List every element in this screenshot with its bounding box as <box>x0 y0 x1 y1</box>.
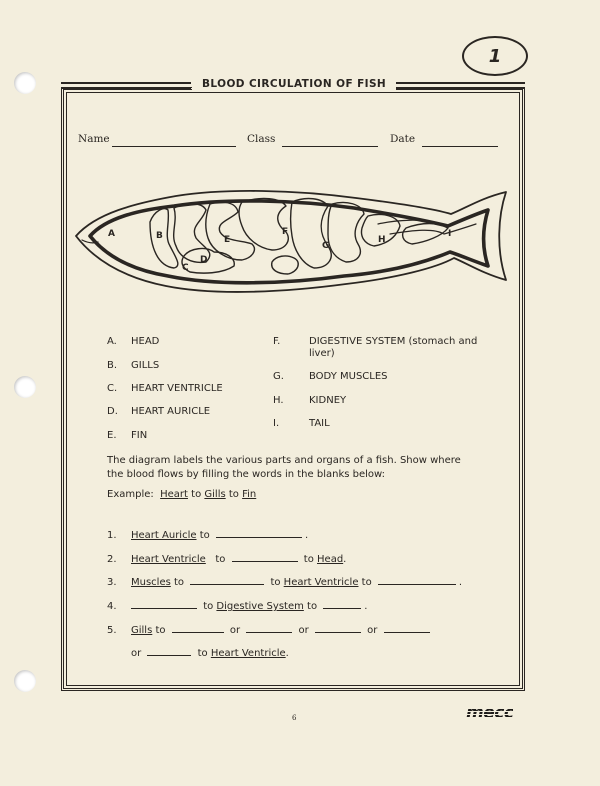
binder-hole-middle <box>14 376 36 398</box>
q5-blank-2[interactable] <box>246 621 292 633</box>
page-number-badge: 1 <box>462 36 528 76</box>
class-label: Class <box>247 133 276 145</box>
q5-blank-1[interactable] <box>172 621 224 633</box>
name-field[interactable] <box>112 146 236 147</box>
q3-blank-2[interactable] <box>378 573 456 585</box>
fish-label-a: A <box>108 229 115 239</box>
date-field[interactable] <box>422 146 498 147</box>
fish-label-c: C <box>182 263 189 273</box>
footer-page-number: 6 <box>292 714 297 722</box>
q4-blank-2[interactable] <box>323 597 361 609</box>
fish-label-b: B <box>156 231 163 241</box>
question-4: 4. to Digestive System to . <box>107 597 367 612</box>
fish-label-f: F <box>282 227 289 237</box>
instructions-text: The diagram labels the various parts and organs of a fish. Show where the blood flows by filling the words in the blanks below: <box>107 455 461 480</box>
worksheet-title: BLOOD CIRCULATION OF FISH <box>192 78 396 90</box>
q5-blank-5[interactable] <box>147 644 191 656</box>
class-field[interactable] <box>282 146 378 147</box>
fish-label-i: I <box>448 229 452 239</box>
question-2: 2. Heart Ventricle to to Head. <box>107 550 346 565</box>
q1-blank[interactable] <box>216 526 302 538</box>
question-5-continued: or to Heart Ventricle. <box>131 644 289 659</box>
fish-diagram <box>66 178 516 308</box>
binder-hole-top <box>14 72 36 94</box>
fish-label-h: H <box>378 235 386 245</box>
q3-blank-1[interactable] <box>190 573 264 585</box>
question-3: 3. Muscles to to Heart Ventricle to . <box>107 573 462 588</box>
fish-label-g: G <box>322 241 330 251</box>
binder-hole-bottom <box>14 670 36 692</box>
question-1: 1. Heart Auricle to . <box>107 526 308 541</box>
q5-blank-3[interactable] <box>315 621 361 633</box>
fish-inner-outline <box>90 201 488 283</box>
fish-label-e: E <box>224 235 231 245</box>
name-label: Name <box>78 133 110 145</box>
example-line: Example: Heart to Gills to Fin <box>107 489 257 500</box>
q5-blank-4[interactable] <box>384 621 430 633</box>
q4-blank-1[interactable] <box>131 597 197 609</box>
q2-blank[interactable] <box>232 550 298 562</box>
date-label: Date <box>390 133 416 145</box>
mecc-logo: mecc <box>466 703 514 723</box>
question-5: 5. Gills to or or or <box>107 621 433 636</box>
fish-label-d: D <box>200 255 208 265</box>
